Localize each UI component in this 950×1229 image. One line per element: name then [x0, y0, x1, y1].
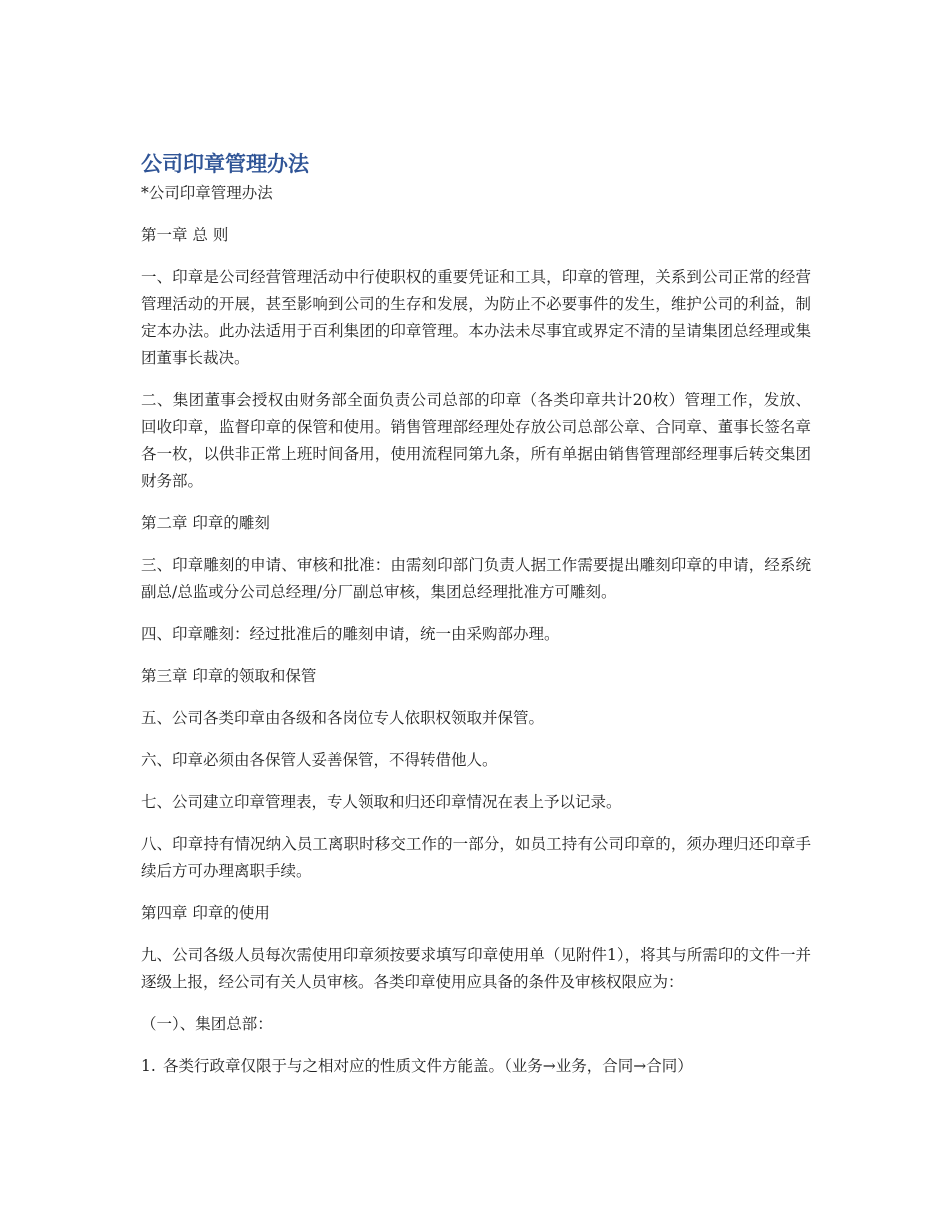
chapter-heading-1: 第一章 总 则 — [141, 226, 229, 244]
list-item-text: 各类行政章仅限于与之相对应的性质文件方能盖。（业务→业务，合同→合同） — [163, 1057, 693, 1075]
document-body — [141, 150, 811, 1080]
chapter-heading-3: 第三章 印章的领取和保管 — [141, 667, 317, 685]
chapter-heading-2: 第二章 印章的雕刻 — [141, 514, 270, 532]
chapter-heading-4: 第四章 印章的使用 — [141, 904, 270, 922]
article-6: 六、印章必须由各保管人妥善保管，不得转借他人。 — [141, 751, 498, 769]
article-4: 四、印章雕刻：经过批准后的雕刻申请，统一由采购部办理。 — [141, 625, 560, 643]
article-1: 一、印章是公司经营管理活动中行使职权的重要凭证和工具，印章的管理，关系到公司正常的经营管理活动的开展，甚至影响到公司的生存和发展，为防止不必要事件的发生，维护公司的利益，制定本办法。此办法适用于百利集团的印章管理。本办法未尽事宜或界定不清的呈请集团总经理或集团董事长裁决。 — [141, 268, 811, 367]
article-7: 七、公司建立印章管理表，专人领取和归还印章情况在表上予以记录。 — [141, 793, 622, 811]
article-5: 五、公司各类印章由各级和各岗位专人依职权领取并保管。 — [141, 709, 545, 727]
article-9: 九、公司各级人员每次需使用印章须按要求填写印章使用单（见附件1），将其与所需印的文件一并逐级上报，经公司有关人员审核。各类印章使用应具备的条件及审核权限应为： — [141, 946, 811, 991]
article-2: 二、集团董事会授权由财务部全面负责公司总部的印章（各类印章共计20枚）管理工作，发放、回收印章，监督印章的保管和使用。销售管理部经理处存放公司总部公章、合同章、董事长签名章各一枚，以供非正常上班时间备用，使用流程同第九条，所有单据由销售管理部经理事后转交集团财务部。 — [141, 391, 811, 490]
article-8: 八、印章持有情况纳入员工离职时移交工作的一部分，如员工持有公司印章的，须办理归还印章手续后方可办理离职手续。 — [141, 835, 811, 880]
list-item-number: 1. — [141, 1057, 156, 1075]
document-subtitle: *公司印章管理办法 — [141, 184, 273, 202]
article-3: 三、印章雕刻的申请、审核和批准：由需刻印部门负责人据工作需要提出雕刻印章的申请，经系统副总/总监或分公司总经理/分厂副总审核，集团总经理批准方可雕刻。 — [141, 556, 811, 601]
list-item — [141, 1053, 811, 1080]
document-title: 公司印章管理办法 — [141, 152, 309, 176]
section-heading-group-hq: （一）、集团总部： — [141, 1015, 273, 1033]
